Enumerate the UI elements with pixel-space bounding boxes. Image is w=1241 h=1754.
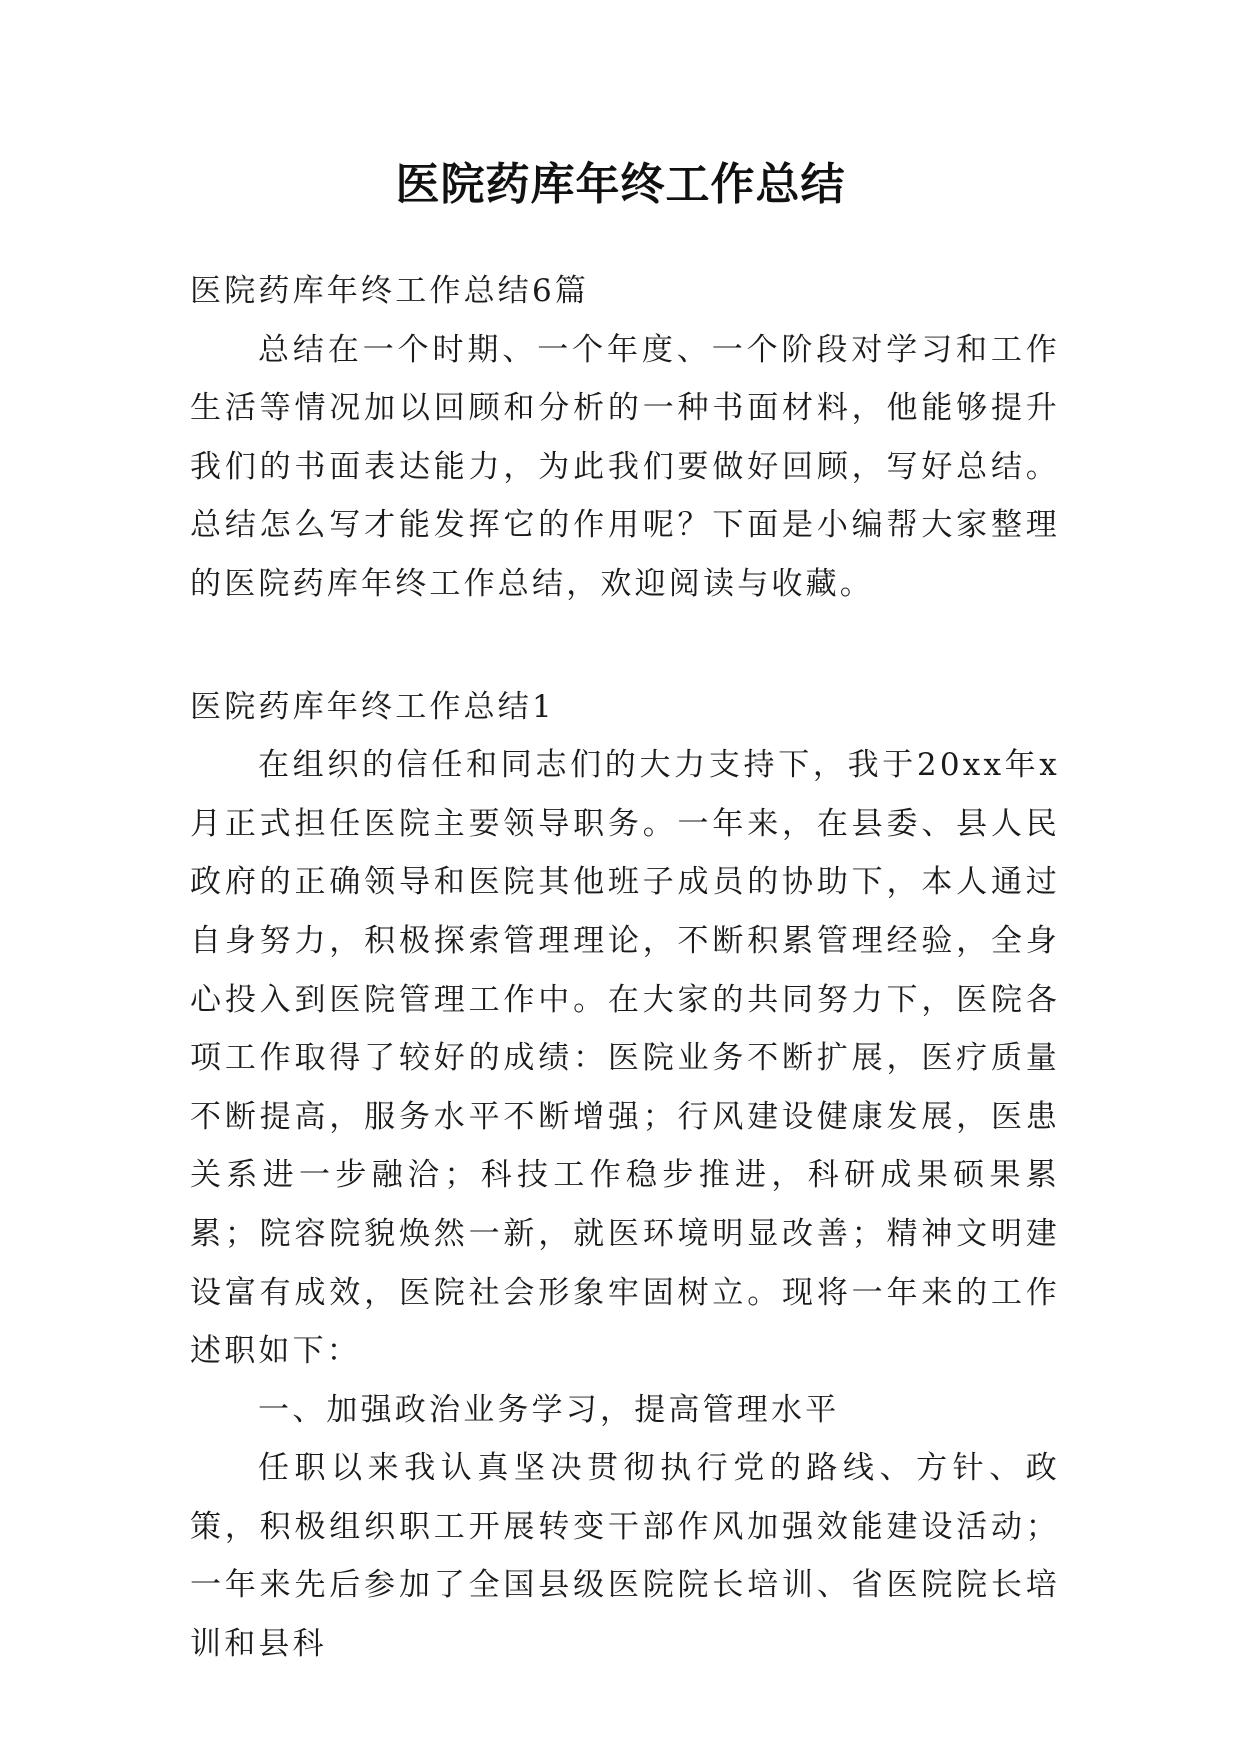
intro-paragraph: 总结在一个时期、一个年度、一个阶段对学习和工作生活等情况加以回顾和分析的一种书面材料，他能够提升我们的书面表达能力，为此我们要做好回顾，写好总结。总结怎么写才能发挥它的作用呢？下面是小编帮大家整理的医院药库年终工作总结，欢迎阅读与收藏。 <box>190 331 1060 602</box>
document-subtitle: 医院药库年终工作总结6篇 <box>190 273 590 309</box>
subsection-heading: 一、加强政治业务学习，提高管理水平 <box>258 1391 840 1428</box>
body-paragraph: 任职以来我认真坚决贯彻执行党的路线、方针、政策，积极组织职工开展转变干部作风加强效能建设活动；一年来先后参加了全国县级医院院长培训、省医院院长培训和县科 <box>190 1450 1060 1663</box>
document-title: 医院药库年终工作总结 <box>395 159 846 210</box>
body-paragraph: 在组织的信任和同志们的大力支持下，我于20xx年x月正式担任医院主要领导职务。一年来，在县委、县人民政府的正确领导和医院其他班子成员的协助下，本人通过自身努力，积极探索管理理论，不断积累管理经验，全身心投入到医院管理工作中。在大家的共同努力下，医院各项工作取得了较好的成绩：医院业务不断扩展，医疗质量不断提高，服务水平不断增强；行风建设健康发展，医患关系进一步融洽；科技工作稳步推进，科研成果硕果累累；院容院貌焕然一新，就医环境明显改善；精神文明建设富有成效，医院社会形象牢固树立。现将一年来的工作述职如下： <box>190 747 1060 1370</box>
document-body <box>190 262 1060 1674</box>
section-spacer <box>190 614 1060 678</box>
section-heading: 医院药库年终工作总结1 <box>190 688 555 725</box>
